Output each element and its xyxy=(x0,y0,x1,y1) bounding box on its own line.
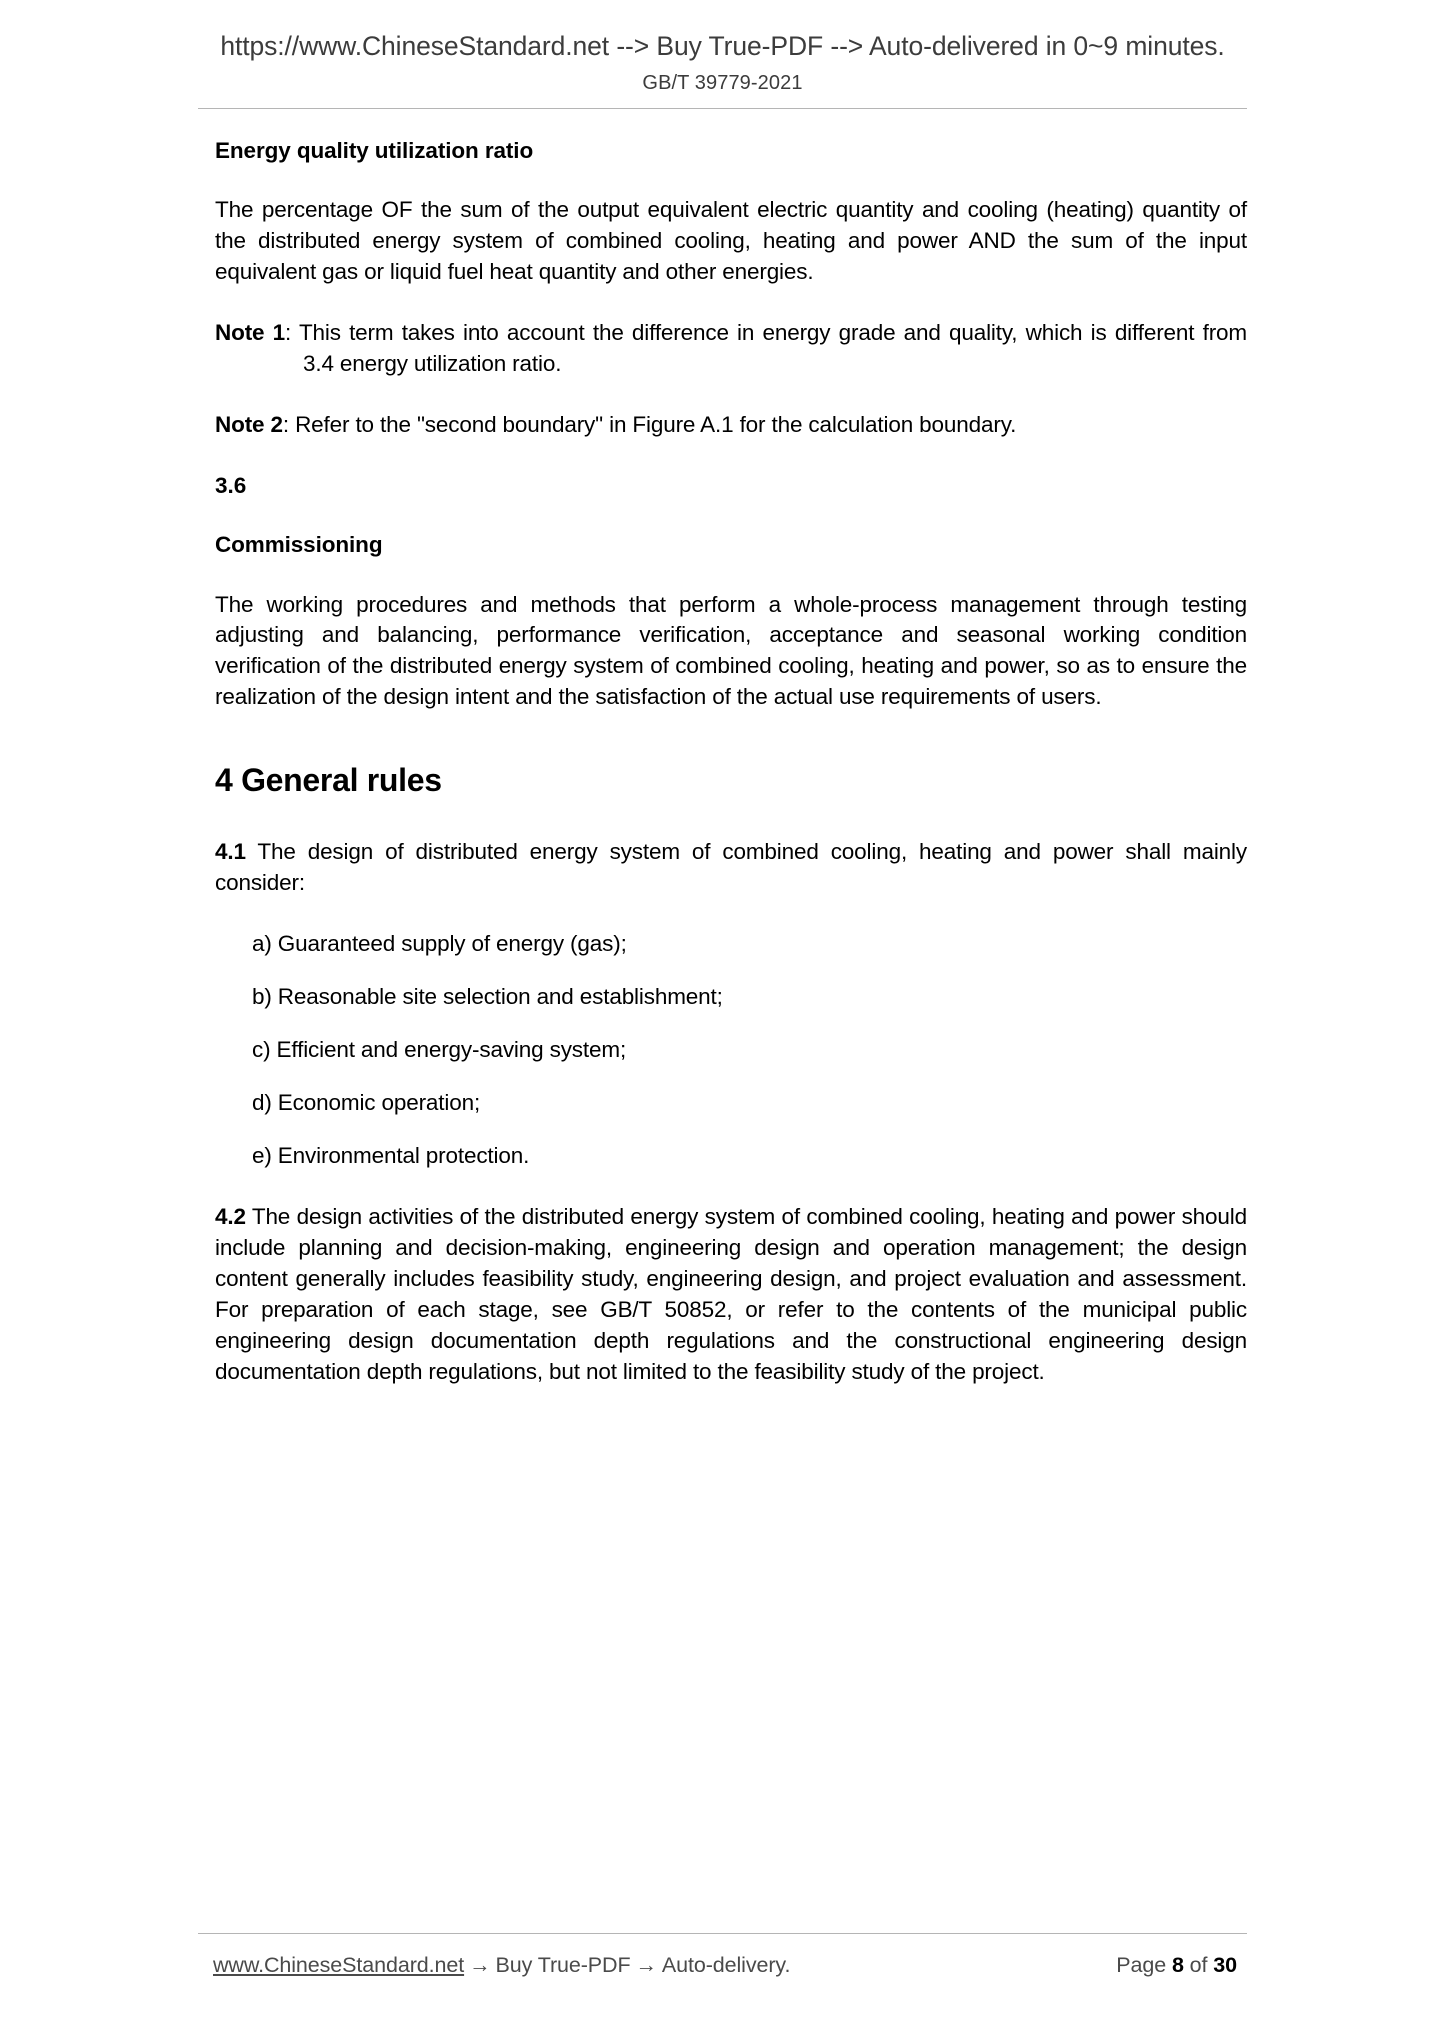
clause-title-commissioning: Commissioning xyxy=(215,532,383,558)
page-number: 8 xyxy=(1171,1953,1184,1977)
list-item-d: d) Economic operation; xyxy=(252,1089,481,1115)
paragraph-4-2 xyxy=(215,1202,1247,1388)
page-total: 30 xyxy=(1213,1953,1237,1977)
footer-divider xyxy=(198,1933,1247,1934)
note-1 xyxy=(215,318,1247,380)
clause-definition-commissioning: The working procedures and methods that perform a whole-process management through testing adjusting and balancing, performance verification, acceptance and seasonal working condition verification of the distributed energy system of combined cooling, heating and power, so as to ensure the realization of the design intent and the satisfaction of the actual use requirements of users. xyxy=(215,591,1247,710)
arrow-right-icon-2: → xyxy=(635,1953,657,1977)
note-2-label: Note 2 xyxy=(215,412,283,438)
list-item-c: c) Efficient and energy-saving system; xyxy=(252,1037,627,1062)
section-heading-4: 4 General rules xyxy=(215,762,442,799)
footer-delivery-label: Auto-delivery. xyxy=(661,1953,791,1977)
term-definition: The percentage OF the sum of the output equivalent electric quantity and cooling (heating) quantity of the distributed energy system of combined cooling, heating and power AND the sum of the input equivalent gas or liquid fuel heat quantity and other energies. xyxy=(215,197,1247,285)
clause-number-3-6: 3.6 xyxy=(215,473,247,498)
footer-site-link[interactable]: www.ChineseStandard.net xyxy=(213,1953,465,1977)
page-of-label: of xyxy=(1189,1953,1208,1977)
standard-code-label: GB/T 39779-2021 xyxy=(642,72,803,95)
footer-content xyxy=(198,1953,1247,1978)
note-2 xyxy=(215,410,1247,441)
arrow-right-icon-1: → xyxy=(469,1953,491,1977)
page-header xyxy=(0,0,1445,109)
paragraph-4-1-text: The design of distributed energy system of combined cooling, heating and power shall mainly consider: xyxy=(215,839,1247,896)
note-1-text: This term takes into account the difference in energy grade and quality, which is different from 3.4 energy utilization ratio. xyxy=(298,320,1247,377)
page-footer xyxy=(0,1933,1445,1978)
list-item-b: b) Reasonable site selection and establishment; xyxy=(252,984,723,1010)
promo-banner-text: https://www.ChineseStandard.net --> Buy True-PDF --> Auto-delivered in 0~9 minutes. xyxy=(220,31,1225,61)
list-item-a: a) Guaranteed supply of energy (gas); xyxy=(252,931,627,957)
note-2-text: Refer to the "second boundary" in Figure A.1 for the calculation boundary. xyxy=(295,412,1017,438)
paragraph-4-1 xyxy=(215,837,1247,899)
note-1-label: Note 1 xyxy=(215,320,285,346)
list-item-e: e) Environmental protection. xyxy=(252,1142,530,1168)
paragraph-4-2-text: The design activities of the distributed energy system of combined cooling, heating and power should include planning and decision-making, engineering design and operation management; the design content generally includes feasibility study, engineering design, and project evaluation and assessment. For preparation of each stage, see GB/T 50852, or refer to the contents of the municipal public engineering design documentation depth regulations and the constructional engineering design documentation depth regulations, but not limited to the feasibility study of the project. xyxy=(215,1203,1247,1384)
general-rules-list xyxy=(215,929,1247,1172)
page-indicator xyxy=(1116,1953,1237,1978)
paragraph-4-2-number: 4.2 xyxy=(215,1203,246,1229)
paragraph-4-1-number: 4.1 xyxy=(215,839,246,865)
page-label: Page xyxy=(1116,1953,1167,1977)
note-2-separator: : xyxy=(282,412,296,438)
footer-buy-label: Buy True-PDF xyxy=(495,1953,631,1977)
note-1-separator: : xyxy=(285,320,299,346)
term-title: Energy quality utilization ratio xyxy=(215,138,534,164)
document-content xyxy=(215,109,1247,1387)
footer-promo xyxy=(213,1953,790,1978)
